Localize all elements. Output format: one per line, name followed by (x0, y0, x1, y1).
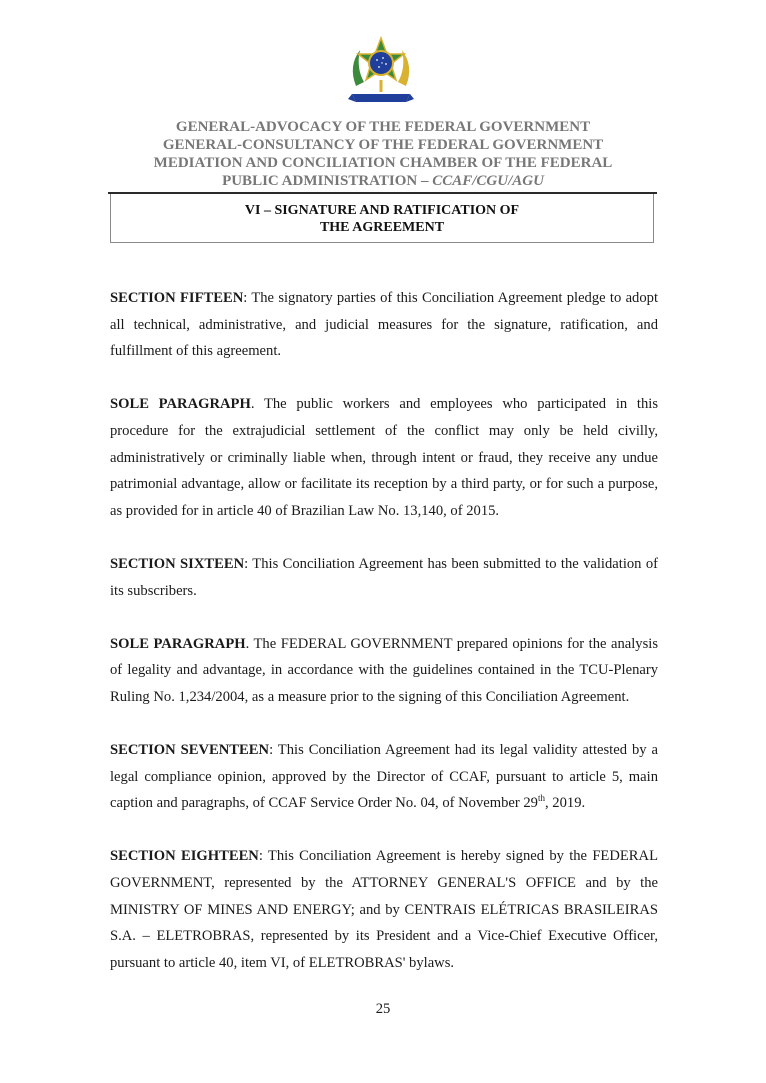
paragraph-text: : This Conciliation Agreement is hereby signed by the FEDERAL GOVERNMENT, represented by the ATTORNEY GENERAL'S OFFICE and by the MINISTRY OF MINES AND ENERGY; and by CENTRAIS ELÉTRICAS BRASILEIRAS S.A. – ELETROBRAS, represented by its President and a Vice-Chief Executive Officer, pursuant to article 40, item VI, of ELETROBRAS' bylaws. (110, 848, 658, 971)
paragraph-sole-paragraph-1 (110, 391, 658, 524)
paragraph-text: . The FEDERAL GOVERNMENT prepared opinions for the analysis of legality and advantage, in accordance with the guidelines contained in the TCU-Plenary Ruling No. 1,234/2004, as a measure prior to the signing of this Conciliation Agreement. (110, 635, 658, 705)
paragraph-sole-paragraph-2 (110, 631, 658, 711)
header-agency-tag: CCAF/CGU/AGU (432, 173, 544, 189)
paragraph-lead: SECTION SIXTEEN (110, 555, 245, 572)
document-body (110, 285, 658, 976)
paragraph-lead: SECTION SEVENTEEN (110, 742, 270, 759)
paragraph-lead: SOLE PARAGRAPH (110, 635, 246, 652)
header-line-administration (0, 172, 766, 190)
section-heading-line-1: VI – SIGNATURE AND RATIFICATION OF (244, 203, 520, 218)
section-heading-box (110, 194, 654, 243)
paragraph-lead: SECTION EIGHTEEN (110, 848, 259, 865)
paragraph-text: : This Conciliation Agreement had its legal validity attested by a legal compliance opinion, approved by the Director of CCAF, pursuant to article 5, main caption and paragraphs, of CCAF Service Order No. 04, of November 29 (110, 742, 658, 812)
header-line-consultancy: GENERAL-CONSULTANCY OF THE FEDERAL GOVERNMENT (162, 137, 604, 153)
header-line-administration-text: PUBLIC ADMINISTRATION – (222, 173, 433, 189)
paragraph-section-eighteen (110, 843, 658, 976)
paragraph-lead: SOLE PARAGRAPH (110, 396, 251, 413)
page-number: 25 (375, 1001, 391, 1017)
paragraph-section-fifteen (110, 285, 658, 365)
paragraph-section-sixteen (110, 551, 658, 604)
paragraph-text-after: , 2019. (545, 795, 586, 812)
header-line-agency: GENERAL-ADVOCACY OF THE FEDERAL GOVERNMENT (175, 119, 591, 135)
document-header (0, 118, 766, 190)
paragraph-text: : The signatory parties of this Conciliation Agreement pledge to adopt all technical, administrative, and judicial measures for the signature, ratification, and fulfillment of this agreement. (110, 290, 658, 360)
paragraph-lead: SECTION FIFTEEN (110, 290, 244, 306)
paragraph-text: . The public workers and employees who participated in this procedure for the extrajudicial settlement of the conflict may only be held civilly, administratively or criminally liable when, through intent or fraud, they receive any undue patrimonial advantage, allow or facilitate its reception by a third party, or for such a purpose, as provided for in article 40 of Brazilian Law No. 13,140, of 2015. (110, 396, 658, 519)
paragraph-section-seventeen (110, 737, 658, 817)
ordinal-superscript: th (537, 793, 545, 804)
coat-of-arms-emblem (346, 36, 416, 108)
paragraph-text: : This Conciliation Agreement has been submitted to the validation of its subscribers. (110, 555, 658, 599)
section-heading-line-2: THE AGREEMENT (319, 220, 445, 235)
header-line-chamber: MEDIATION AND CONCILIATION CHAMBER OF THE FEDERAL (153, 155, 613, 171)
